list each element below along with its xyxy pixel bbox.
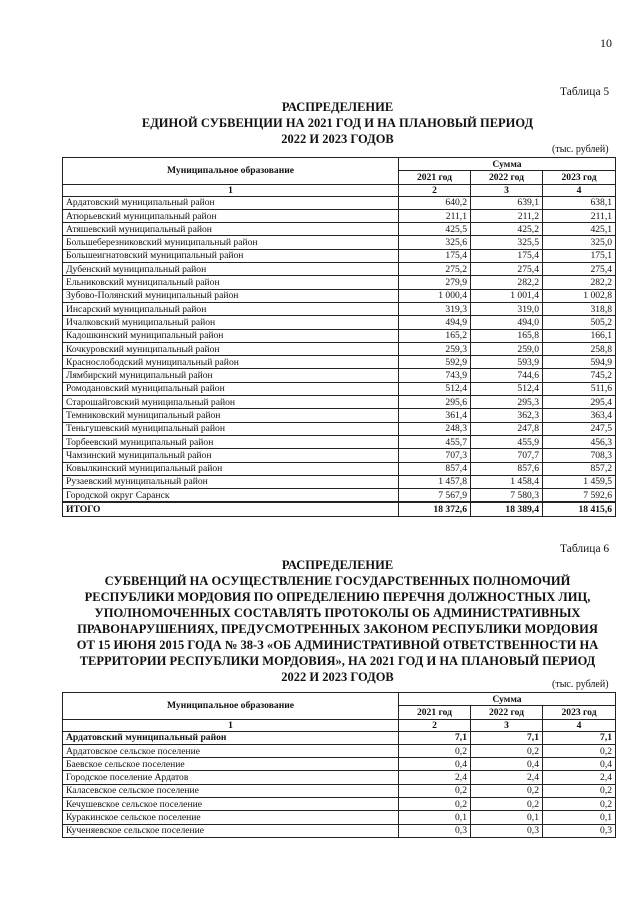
- table6-heading-line: УПОЛНОМОЧЕННЫХ СОСТАВЛЯТЬ ПРОТОКОЛЫ ОБ АДМИНИСТРАТИВНЫХ: [94, 606, 581, 620]
- amount-cell: 0,3: [399, 824, 471, 837]
- amount-cell: 2,4: [471, 771, 543, 784]
- municipality-cell: Кадошкинский муниципальный район: [63, 329, 399, 342]
- total-amount-cell: 18 372,6: [399, 502, 471, 516]
- municipality-cell: Теньгушевский муниципальный район: [63, 422, 399, 435]
- col-header-year: 2021 год: [399, 706, 471, 719]
- amount-cell: 282,2: [543, 276, 616, 289]
- table6-heading-line: ПРАВОНАРУШЕНИЯХ, ПРЕДУСМОТРЕННЫХ ЗАКОНОМ РЕСПУБЛИКИ МОРДОВИЯ: [77, 622, 598, 636]
- municipality-cell: Ардатовское сельское поселение: [63, 744, 399, 757]
- amount-cell: 638,1: [543, 196, 616, 209]
- table-row: [63, 342, 616, 355]
- table-row: [63, 276, 616, 289]
- amount-cell: 319,3: [399, 302, 471, 315]
- amount-cell: 0,1: [399, 811, 471, 824]
- amount-cell: 594,9: [543, 356, 616, 369]
- col-index: 3: [471, 184, 543, 196]
- amount-cell: 7 580,3: [471, 489, 543, 503]
- amount-cell: 165,2: [399, 329, 471, 342]
- table-row: [63, 824, 616, 837]
- amount-cell: 593,9: [471, 356, 543, 369]
- amount-cell: 512,4: [399, 382, 471, 395]
- amount-cell: 494,0: [471, 316, 543, 329]
- amount-cell: 295,3: [471, 396, 543, 409]
- municipality-cell: Краснослободский муниципальный район: [63, 356, 399, 369]
- amount-cell: 707,7: [471, 449, 543, 462]
- amount-cell: 857,6: [471, 462, 543, 475]
- table5-units: (тыс. рублей): [552, 144, 609, 155]
- amount-cell: 259,3: [399, 342, 471, 355]
- col-header-year: 2021 год: [399, 171, 471, 184]
- amount-cell: 743,9: [399, 369, 471, 382]
- table6-heading-line: 2022 И 2023 ГОДОВ: [281, 670, 394, 684]
- amount-cell: 0,3: [543, 824, 616, 837]
- amount-cell: 707,3: [399, 449, 471, 462]
- municipality-cell: Куракинское сельское поселение: [63, 811, 399, 824]
- col-header-municipality: Муниципальное образование: [63, 158, 399, 185]
- table-row: [63, 811, 616, 824]
- municipality-cell: Баевское сельское поселение: [63, 758, 399, 771]
- table5-label: Таблица 5: [560, 86, 610, 98]
- amount-cell: 325,0: [543, 236, 616, 249]
- amount-cell: 279,9: [399, 276, 471, 289]
- amount-cell: 512,4: [471, 382, 543, 395]
- municipality-cell: Кочкуровский муниципальный район: [63, 342, 399, 355]
- municipality-cell: Старошайговский муниципальный район: [63, 396, 399, 409]
- municipality-cell: Кученяевское сельское поселение: [63, 824, 399, 837]
- amount-cell: 511,6: [543, 382, 616, 395]
- amount-cell: 211,2: [471, 209, 543, 222]
- table-row: [63, 196, 616, 209]
- municipality-cell: Городской округ Саранск: [63, 489, 399, 503]
- col-index: 3: [471, 719, 543, 731]
- amount-cell: 494,9: [399, 316, 471, 329]
- table5-heading-line: ЕДИНОЙ СУБВЕНЦИИ НА 2021 ГОД И НА ПЛАНОВЫЙ ПЕРИОД: [141, 116, 534, 130]
- table5: [62, 157, 616, 517]
- amount-cell: 175,4: [399, 249, 471, 262]
- municipality-cell: Ичалковский муниципальный район: [63, 316, 399, 329]
- table-row: [63, 475, 616, 488]
- amount-cell: 1 457,8: [399, 475, 471, 488]
- table-row: [63, 382, 616, 395]
- municipality-cell: Атяшевский муниципальный район: [63, 223, 399, 236]
- municipality-cell: Зубово-Полянский муниципальный район: [63, 289, 399, 302]
- amount-cell: 708,3: [543, 449, 616, 462]
- table-row: [63, 731, 616, 744]
- table5-heading-line: 2022 И 2023 ГОДОВ: [281, 132, 394, 146]
- amount-cell: 275,4: [543, 263, 616, 276]
- amount-cell: 639,1: [471, 196, 543, 209]
- municipality-cell: Торбеевский муниципальный район: [63, 435, 399, 448]
- table-row: [63, 369, 616, 382]
- col-index: 4: [543, 184, 616, 196]
- amount-cell: 258,8: [543, 342, 616, 355]
- table-row: [63, 758, 616, 771]
- table-row: [63, 356, 616, 369]
- col-header-municipality: Муниципальное образование: [63, 693, 399, 720]
- amount-cell: 175,1: [543, 249, 616, 262]
- municipality-cell: Рузаевский муниципальный район: [63, 475, 399, 488]
- table-row: [63, 409, 616, 422]
- amount-cell: 1 458,4: [471, 475, 543, 488]
- municipality-cell: Инсарский муниципальный район: [63, 302, 399, 315]
- amount-cell: 211,1: [399, 209, 471, 222]
- col-index: 1: [63, 719, 399, 731]
- amount-cell: 0,1: [543, 811, 616, 824]
- amount-cell: 1 459,5: [543, 475, 616, 488]
- amount-cell: 7,1: [399, 731, 471, 744]
- amount-cell: 425,5: [399, 223, 471, 236]
- amount-cell: 1 001,4: [471, 289, 543, 302]
- amount-cell: 455,7: [399, 435, 471, 448]
- table-row: [63, 249, 616, 262]
- amount-cell: 0,2: [471, 784, 543, 797]
- amount-cell: 456,3: [543, 435, 616, 448]
- amount-cell: 0,2: [543, 744, 616, 757]
- amount-cell: 275,4: [471, 263, 543, 276]
- table-row: [63, 302, 616, 315]
- table5-heading: [60, 99, 615, 147]
- table6-heading-line: ОТ 15 ИЮНЯ 2015 ГОДА № 38-З «ОБ АДМИНИСТРАТИВНОЙ ОТВЕТСТВЕННОСТИ НА: [76, 638, 599, 652]
- table-row: [63, 223, 616, 236]
- amount-cell: 165,8: [471, 329, 543, 342]
- amount-cell: 0,4: [471, 758, 543, 771]
- municipality-cell: Атюрьевский муниципальный район: [63, 209, 399, 222]
- amount-cell: 0,3: [471, 824, 543, 837]
- col-header-year: 2022 год: [471, 171, 543, 184]
- table6-heading-line: РЕСПУБЛИКИ МОРДОВИЯ ПО ОПРЕДЕЛЕНИЮ ПЕРЕЧНЯ ДОЛЖНОСТНЫХ ЛИЦ,: [84, 590, 591, 604]
- amount-cell: 0,2: [399, 744, 471, 757]
- amount-cell: 0,2: [543, 798, 616, 811]
- municipality-cell: Лямбирский муниципальный район: [63, 369, 399, 382]
- table6-heading-line: РАСПРЕДЕЛЕНИЕ: [281, 558, 394, 572]
- municipality-cell: Ромодановский муниципальный район: [63, 382, 399, 395]
- amount-cell: 362,3: [471, 409, 543, 422]
- page-number: 10: [600, 36, 612, 50]
- table-row: [63, 771, 616, 784]
- amount-cell: 592,9: [399, 356, 471, 369]
- table-row: [63, 435, 616, 448]
- amount-cell: 505,2: [543, 316, 616, 329]
- col-header-year: 2023 год: [543, 706, 616, 719]
- amount-cell: 363,4: [543, 409, 616, 422]
- amount-cell: 248,3: [399, 422, 471, 435]
- amount-cell: 425,1: [543, 223, 616, 236]
- amount-cell: 857,2: [543, 462, 616, 475]
- col-header-sum: Сумма: [399, 158, 616, 171]
- col-header-year: 2022 год: [471, 706, 543, 719]
- table-row: [63, 489, 616, 503]
- amount-cell: 325,5: [471, 236, 543, 249]
- amount-cell: 7 592,6: [543, 489, 616, 503]
- amount-cell: 282,2: [471, 276, 543, 289]
- municipality-cell: Ельниковский муниципальный район: [63, 276, 399, 289]
- amount-cell: 7 567,9: [399, 489, 471, 503]
- amount-cell: 857,4: [399, 462, 471, 475]
- table-row: [63, 396, 616, 409]
- amount-cell: 318,8: [543, 302, 616, 315]
- municipality-cell: Темниковский муниципальный район: [63, 409, 399, 422]
- col-index: 4: [543, 719, 616, 731]
- table-row: [63, 798, 616, 811]
- municipality-cell: Ковылкинский муниципальный район: [63, 462, 399, 475]
- amount-cell: 744,6: [471, 369, 543, 382]
- amount-cell: 2,4: [399, 771, 471, 784]
- amount-cell: 745,2: [543, 369, 616, 382]
- table-row: [63, 422, 616, 435]
- table6: [62, 692, 616, 838]
- amount-cell: 0,4: [399, 758, 471, 771]
- amount-cell: 361,4: [399, 409, 471, 422]
- table6-heading-line: СУБВЕНЦИЙ НА ОСУЩЕСТВЛЕНИЕ ГОСУДАРСТВЕННЫХ ПОЛНОМОЧИЙ: [104, 574, 571, 588]
- col-header-year: 2023 год: [543, 171, 616, 184]
- amount-cell: 0,2: [399, 784, 471, 797]
- municipality-cell: Большеберезниковский муниципальный район: [63, 236, 399, 249]
- amount-cell: 0,1: [471, 811, 543, 824]
- table-row: [63, 784, 616, 797]
- table-row: [63, 449, 616, 462]
- table-row: [63, 744, 616, 757]
- amount-cell: 0,2: [471, 744, 543, 757]
- table-row: [63, 289, 616, 302]
- col-index: 2: [399, 184, 471, 196]
- col-index: 2: [399, 719, 471, 731]
- total-amount-cell: 18 415,6: [543, 502, 616, 516]
- amount-cell: 319,0: [471, 302, 543, 315]
- municipality-cell: Чамзинский муниципальный район: [63, 449, 399, 462]
- amount-cell: 247,5: [543, 422, 616, 435]
- municipality-cell: Городское поселение Ардатов: [63, 771, 399, 784]
- municipality-cell: Ардатовский муниципальный район: [63, 196, 399, 209]
- amount-cell: 325,6: [399, 236, 471, 249]
- table-row: [63, 209, 616, 222]
- amount-cell: 247,8: [471, 422, 543, 435]
- amount-cell: 166,1: [543, 329, 616, 342]
- col-header-sum: Сумма: [399, 693, 616, 706]
- amount-cell: 7,1: [471, 731, 543, 744]
- amount-cell: 295,4: [543, 396, 616, 409]
- municipality-cell: Кечушевское сельское поселение: [63, 798, 399, 811]
- amount-cell: 2,4: [543, 771, 616, 784]
- amount-cell: 275,2: [399, 263, 471, 276]
- amount-cell: 640,2: [399, 196, 471, 209]
- table-row: [63, 236, 616, 249]
- amount-cell: 1 002,8: [543, 289, 616, 302]
- table6-units: (тыс. рублей): [552, 679, 609, 690]
- amount-cell: 0,2: [399, 798, 471, 811]
- amount-cell: 211,1: [543, 209, 616, 222]
- col-index: 1: [63, 184, 399, 196]
- amount-cell: 295,6: [399, 396, 471, 409]
- amount-cell: 7,1: [543, 731, 616, 744]
- amount-cell: 0,2: [471, 798, 543, 811]
- total-label: ИТОГО: [63, 502, 399, 516]
- amount-cell: 175,4: [471, 249, 543, 262]
- table-row: [63, 329, 616, 342]
- total-row: [63, 502, 616, 516]
- municipality-cell: Дубенский муниципальный район: [63, 263, 399, 276]
- table6-heading-line: ТЕРРИТОРИИ РЕСПУБЛИКИ МОРДОВИЯ», НА 2021 ГОД И НА ПЛАНОВЫЙ ПЕРИОД: [79, 654, 596, 668]
- municipality-cell: Каласевское сельское поселение: [63, 784, 399, 797]
- amount-cell: 259,0: [471, 342, 543, 355]
- table-row: [63, 462, 616, 475]
- amount-cell: 0,2: [543, 784, 616, 797]
- table5-heading-line: РАСПРЕДЕЛЕНИЕ: [281, 100, 394, 114]
- amount-cell: 1 000,4: [399, 289, 471, 302]
- table6-label: Таблица 6: [560, 543, 610, 555]
- table-row: [63, 316, 616, 329]
- table-row: [63, 263, 616, 276]
- municipality-cell: Большеигнатовский муниципальный район: [63, 249, 399, 262]
- total-amount-cell: 18 389,4: [471, 502, 543, 516]
- table6-heading: [60, 557, 615, 685]
- amount-cell: 425,2: [471, 223, 543, 236]
- amount-cell: 0,4: [543, 758, 616, 771]
- amount-cell: 455,9: [471, 435, 543, 448]
- municipality-cell: Ардатовский муниципальный район: [63, 731, 399, 744]
